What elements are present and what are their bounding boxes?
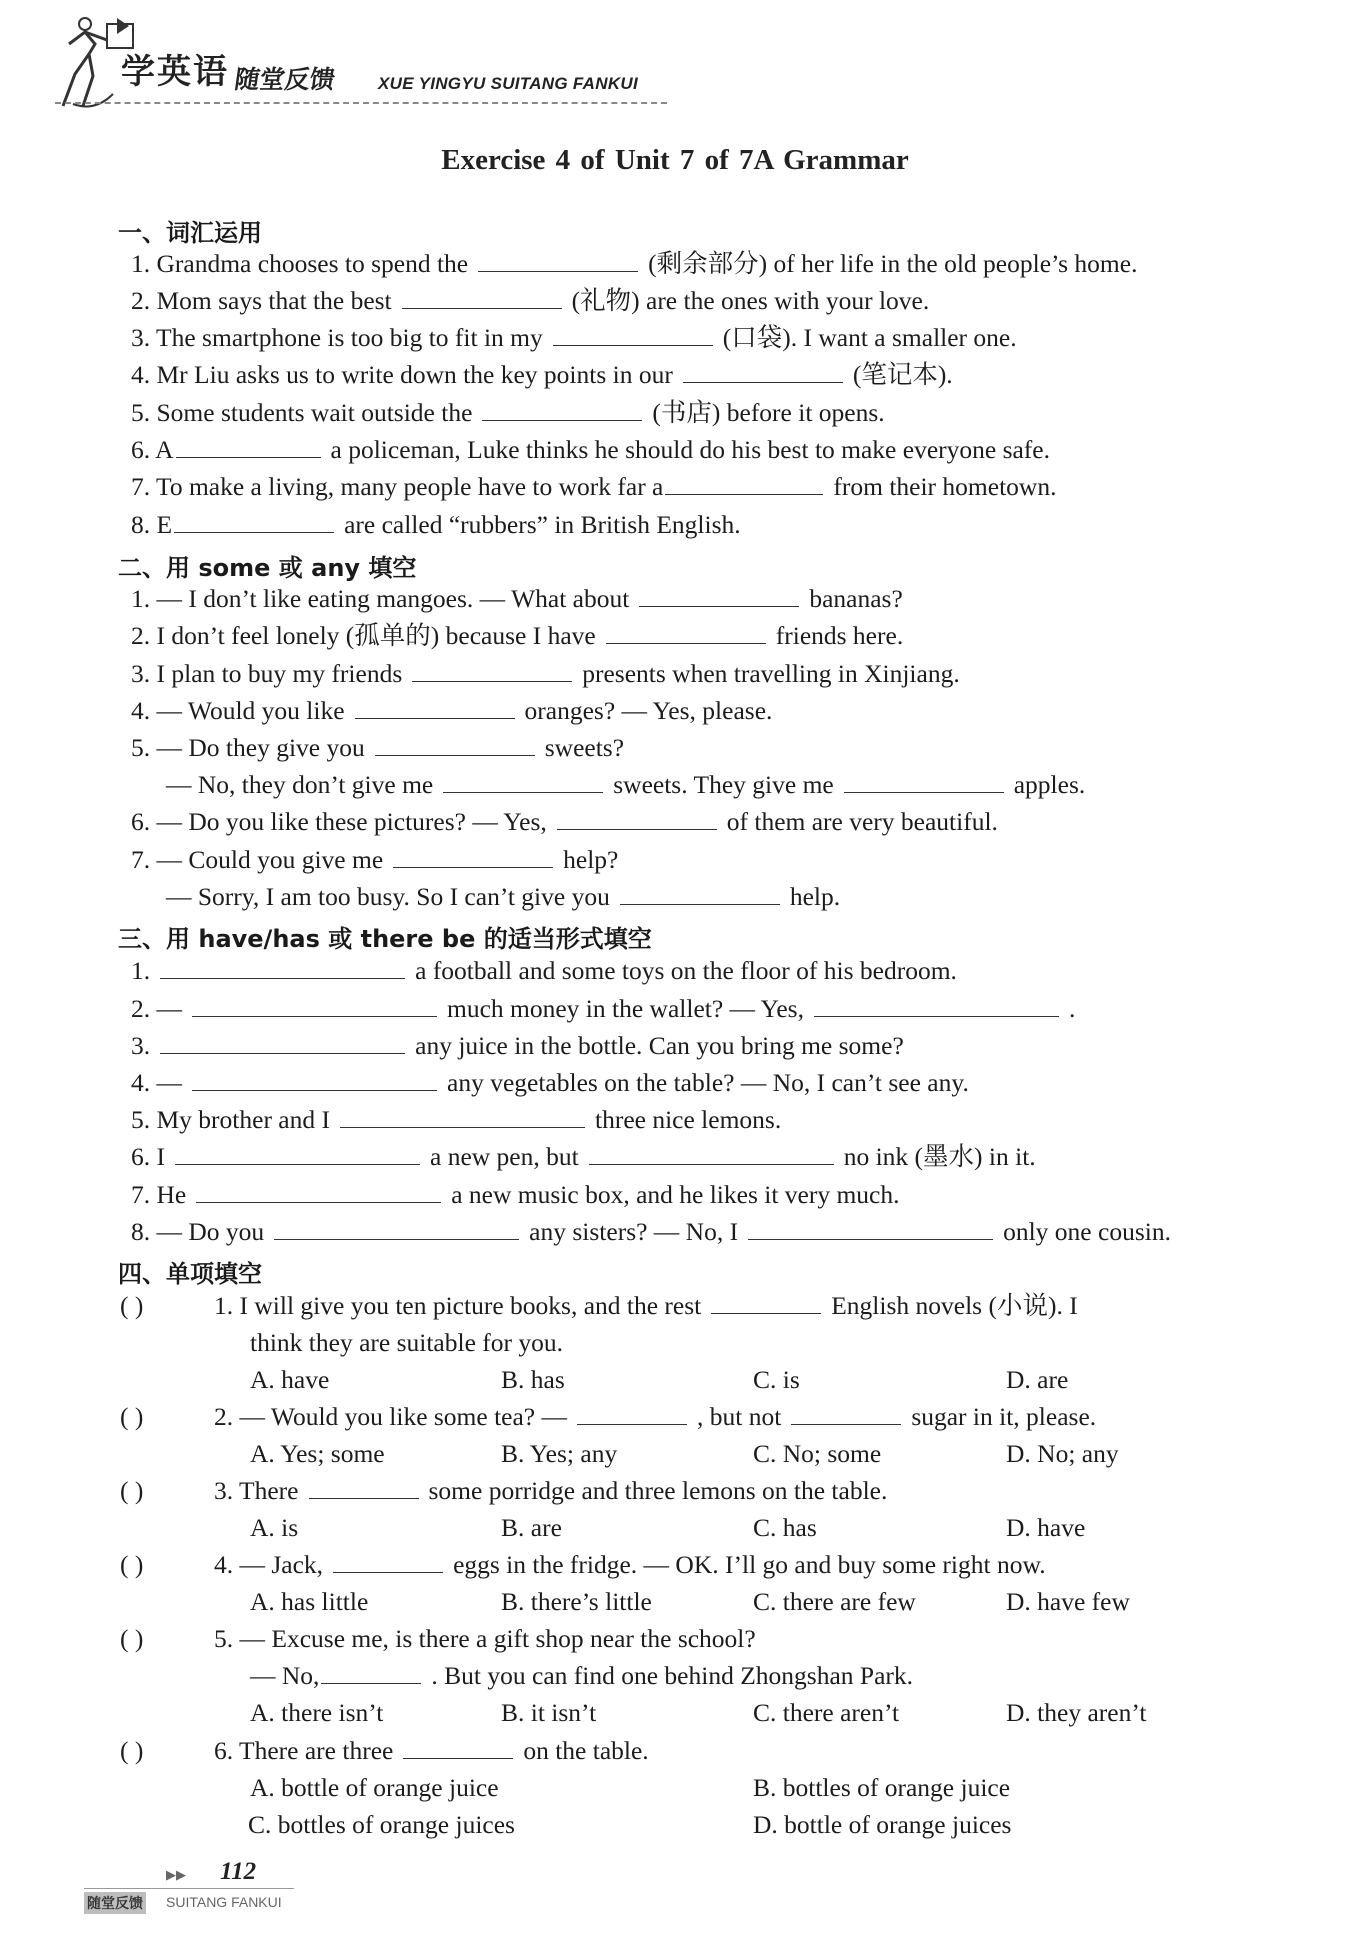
answer-blank[interactable] — [557, 807, 717, 830]
s3-text: much money in the wallet? — Yes, — [447, 994, 804, 1023]
mc-option: C. bottles of orange juices — [248, 1810, 515, 1839]
s1-item-4 — [131, 360, 953, 390]
mc-text: . But you can find one behind Zhongshan Park. — [431, 1661, 914, 1690]
answer-blank[interactable] — [482, 398, 642, 421]
mc-option: A. bottle of orange juice — [250, 1773, 499, 1802]
s2-item-2 — [131, 621, 903, 651]
s2-text: apples. — [1013, 770, 1086, 799]
s2-text: bananas? — [809, 584, 903, 613]
mc-text: 4. — Jack, — [214, 1550, 324, 1579]
answer-blank[interactable] — [402, 286, 562, 309]
s2-text: — No, they don’t give me — [166, 770, 434, 799]
footer-tag: 随堂反馈 — [84, 1892, 146, 1914]
mc-text: on the table. — [523, 1736, 649, 1765]
answer-blank[interactable] — [791, 1402, 901, 1425]
mc-option: D. have few — [1006, 1587, 1130, 1616]
s2-text: presents when travelling in Xinjiang. — [582, 659, 960, 688]
s3-item-5 — [131, 1105, 781, 1135]
page-footer — [84, 1858, 304, 1918]
mc-text: , but not — [697, 1402, 782, 1431]
s3-text: 5. My brother and I — [131, 1105, 330, 1134]
s1-item-5 — [131, 398, 885, 428]
answer-blank[interactable] — [553, 323, 713, 346]
answer-parentheses[interactable]: ( ) — [120, 1291, 144, 1320]
s2-item-3 — [131, 659, 960, 689]
answer-blank[interactable] — [620, 882, 780, 905]
s2-text: 1. — I don’t like eating mangoes. — What about — [131, 584, 630, 613]
s3-text: 2. — — [131, 994, 182, 1023]
s2-item-6 — [131, 807, 998, 837]
answer-parentheses[interactable]: ( ) — [120, 1624, 144, 1653]
s2-text: 7. — Could you give me — [131, 845, 384, 874]
answer-blank[interactable] — [192, 1068, 437, 1091]
mc-text: some porridge and three lemons on the table. — [428, 1476, 888, 1505]
s2-text: sweets. They give me — [613, 770, 834, 799]
answer-blank[interactable] — [375, 733, 535, 756]
s1-item-8-text-b: are called “rubbers” in British English. — [344, 510, 741, 539]
answer-blank[interactable] — [160, 1031, 405, 1054]
s3-text: 7. He — [131, 1180, 187, 1209]
answer-parentheses[interactable]: ( ) — [120, 1402, 144, 1431]
s3-text: . — [1068, 994, 1076, 1023]
s1-item-2-text-b: (礼物) are the ones with your love. — [571, 286, 930, 315]
s1-item-1-text-b: (剩余部分) of her life in the old people’s home. — [648, 249, 1138, 278]
answer-blank[interactable] — [333, 1550, 443, 1573]
section-2-heading: 二、用 some 或 any 填空 — [118, 554, 417, 582]
mc-question-5: 5. — Excuse me, is there a gift shop near the school? — [214, 1624, 756, 1653]
page-title: Exercise 4 of Unit 7 of 7A Grammar — [441, 144, 909, 176]
s2-text: — Sorry, I am too busy. So I can’t give you — [166, 882, 610, 911]
mc-option: D. they aren’t — [1006, 1698, 1147, 1727]
answer-blank[interactable] — [274, 1217, 519, 1240]
s1-item-4-text-b: (笔记本). — [852, 360, 953, 389]
s2-item-7a — [131, 845, 618, 875]
s1-item-1-text-a: 1. Grandma chooses to spend the — [131, 249, 469, 278]
answer-blank[interactable] — [355, 696, 515, 719]
mc-question-6 — [214, 1736, 649, 1766]
s3-item-6 — [131, 1142, 1036, 1172]
mc-option: C. is — [753, 1365, 800, 1394]
mc-option: C. there are few — [753, 1587, 916, 1616]
header-divider — [55, 102, 667, 104]
s2-item-7b — [166, 882, 840, 912]
s2-text: friends here. — [775, 621, 904, 650]
s1-item-5-text-a: 5. Some students wait outside the — [131, 398, 473, 427]
answer-blank[interactable] — [176, 435, 321, 458]
mc-text: English novels (小说). I — [831, 1291, 1078, 1320]
answer-blank[interactable] — [174, 510, 334, 533]
answer-blank[interactable] — [412, 659, 572, 682]
s3-text: any vegetables on the table? — No, I can’t see any. — [447, 1068, 969, 1097]
s2-item-5b — [166, 770, 1085, 800]
mc-option: B. bottles of orange juice — [753, 1773, 1011, 1802]
mc-question-5-cont — [250, 1661, 913, 1691]
s3-text: 6. I — [131, 1142, 165, 1171]
answer-blank[interactable] — [340, 1105, 585, 1128]
answer-parentheses[interactable]: ( ) — [120, 1550, 144, 1579]
footer-pinyin: SUITANG FANKUI — [166, 1894, 282, 1910]
s3-item-8 — [131, 1217, 1171, 1247]
brand-chinese-title: 学英语 — [121, 52, 229, 92]
brand-pinyin: XUE YINGYU SUITANG FANKUI — [378, 74, 639, 93]
mc-option: D. No; any — [1006, 1439, 1119, 1468]
s3-text: any juice in the bottle. Can you bring me some? — [415, 1031, 904, 1060]
s3-item-7 — [131, 1180, 900, 1210]
mc-option: A. has little — [250, 1587, 369, 1616]
s1-item-2 — [131, 286, 929, 316]
s2-item-5a — [131, 733, 624, 763]
answer-blank[interactable] — [639, 584, 799, 607]
s2-text: oranges? — Yes, please. — [524, 696, 773, 725]
mc-option: B. has — [501, 1365, 565, 1394]
answer-blank[interactable] — [665, 472, 823, 495]
s1-item-2-text-a: 2. Mom says that the best — [131, 286, 392, 315]
s1-item-7-text-b: from their hometown. — [833, 472, 1057, 501]
s3-item-1 — [131, 956, 957, 986]
mc-option: C. there aren’t — [753, 1698, 900, 1727]
s3-item-2 — [131, 994, 1075, 1024]
answer-blank[interactable] — [683, 360, 843, 383]
s3-text: three nice lemons. — [595, 1105, 782, 1134]
s1-item-7 — [131, 472, 1056, 502]
s2-text: sweets? — [544, 733, 625, 762]
s3-text: only one cousin. — [1003, 1217, 1171, 1246]
answer-parentheses[interactable]: ( ) — [120, 1736, 144, 1765]
mc-text: 2. — Would you like some tea? — — [214, 1402, 568, 1431]
mc-option: A. there isn’t — [250, 1698, 384, 1727]
mc-option: B. Yes; any — [501, 1439, 618, 1468]
answer-blank[interactable] — [160, 956, 405, 979]
s2-text: help. — [789, 882, 841, 911]
answer-blank[interactable] — [711, 1291, 821, 1314]
mc-option: B. are — [501, 1513, 562, 1542]
s1-item-7-text-a: 7. To make a living, many people have to work far a — [131, 472, 664, 501]
s2-text: help? — [563, 845, 619, 874]
mc-option: C. No; some — [753, 1439, 882, 1468]
section-3-heading: 三、用 have/has 或 there be 的适当形式填空 — [118, 925, 652, 953]
answer-blank[interactable] — [844, 770, 1004, 793]
mc-text: 3. There — [214, 1476, 299, 1505]
answer-blank[interactable] — [443, 770, 603, 793]
mc-option: A. have — [250, 1365, 330, 1394]
mc-question-1 — [214, 1291, 1078, 1321]
answer-blank[interactable] — [577, 1402, 687, 1425]
mc-option: D. bottle of orange juices — [753, 1810, 1012, 1839]
s3-text: a football and some toys on the floor of his bedroom. — [415, 956, 957, 985]
footer-divider — [84, 1888, 294, 1889]
answer-blank[interactable] — [589, 1142, 834, 1165]
answer-parentheses[interactable]: ( ) — [120, 1476, 144, 1505]
mc-text: 6. There are three — [214, 1736, 394, 1765]
answer-blank[interactable] — [478, 249, 638, 272]
answer-blank[interactable] — [403, 1736, 513, 1759]
mc-option: A. is — [250, 1513, 299, 1542]
s1-item-3-text-b: (口袋). I want a smaller one. — [722, 323, 1017, 352]
s2-text: 4. — Would you like — [131, 696, 345, 725]
mc-option: D. have — [1006, 1513, 1086, 1542]
mc-question-4 — [214, 1550, 1046, 1580]
s3-text: 3. — [131, 1031, 151, 1060]
mc-text: 1. I will give you ten picture books, and the rest — [214, 1291, 702, 1320]
s3-text: 8. — Do you — [131, 1217, 265, 1246]
s1-item-6-text-a: 6. A — [131, 435, 174, 464]
s1-item-1 — [131, 249, 1137, 279]
s2-item-4 — [131, 696, 772, 726]
answer-blank[interactable] — [175, 1142, 420, 1165]
s1-item-8 — [131, 510, 741, 540]
mc-option: B. there’s little — [501, 1587, 652, 1616]
answer-blank[interactable] — [309, 1476, 419, 1499]
mc-option: D. are — [1006, 1365, 1069, 1394]
s3-item-4 — [131, 1068, 969, 1098]
mc-question-1-cont: think they are suitable for you. — [250, 1328, 563, 1357]
brand-chinese-subtitle: 随堂反馈 — [232, 65, 337, 94]
s1-item-3-text-a: 3. The smartphone is too big to fit in my — [131, 323, 543, 352]
s3-text: 1. — [131, 956, 151, 985]
s1-item-6-text-b: a policeman, Luke thinks he should do his best to make everyone safe. — [330, 435, 1050, 464]
answer-blank[interactable] — [321, 1661, 421, 1684]
answer-blank[interactable] — [192, 994, 437, 1017]
section-1-heading: 一、词汇运用 — [118, 219, 262, 247]
s2-text: 3. I plan to buy my friends — [131, 659, 403, 688]
s2-text: 5. — Do they give you — [131, 733, 365, 762]
s3-item-3 — [131, 1031, 904, 1061]
s3-text: no ink (墨水) in it. — [843, 1142, 1036, 1171]
s1-item-3 — [131, 323, 1017, 353]
mc-option: B. it isn’t — [501, 1698, 597, 1727]
mc-question-3 — [214, 1476, 887, 1506]
s1-item-4-text-a: 4. Mr Liu asks us to write down the key points in our — [131, 360, 673, 389]
answer-blank[interactable] — [606, 621, 766, 644]
answer-blank[interactable] — [393, 845, 553, 868]
answer-blank[interactable] — [814, 994, 1059, 1017]
mc-text: — No, — [250, 1661, 320, 1690]
page-number: 112 — [220, 1858, 257, 1885]
s3-text: a new pen, but — [430, 1142, 579, 1171]
s1-item-5-text-b: (书店) before it opens. — [652, 398, 885, 427]
s3-text: 4. — — [131, 1068, 182, 1097]
mc-option: A. Yes; some — [250, 1439, 385, 1468]
answer-blank[interactable] — [196, 1180, 441, 1203]
double-arrow-icon: ▶▶ — [166, 1868, 186, 1883]
s2-item-1 — [131, 584, 903, 614]
s1-item-8-text-a: 8. E — [131, 510, 173, 539]
section-4-heading: 四、单项填空 — [118, 1260, 262, 1288]
s1-item-6 — [131, 435, 1050, 465]
s2-text: 2. I don’t feel lonely (孤单的) because I have — [131, 621, 596, 650]
s2-text: 6. — Do you like these pictures? — Yes, — [131, 807, 547, 836]
s3-text: any sisters? — No, I — [529, 1217, 739, 1246]
answer-blank[interactable] — [748, 1217, 993, 1240]
mc-question-2 — [214, 1402, 1096, 1432]
page-header — [55, 14, 675, 114]
s2-text: of them are very beautiful. — [726, 807, 998, 836]
mc-option: C. has — [753, 1513, 817, 1542]
s3-text: a new music box, and he likes it very much. — [451, 1180, 900, 1209]
mc-text: eggs in the fridge. — OK. I’ll go and buy some right now. — [453, 1550, 1046, 1579]
mc-text: sugar in it, please. — [911, 1402, 1097, 1431]
